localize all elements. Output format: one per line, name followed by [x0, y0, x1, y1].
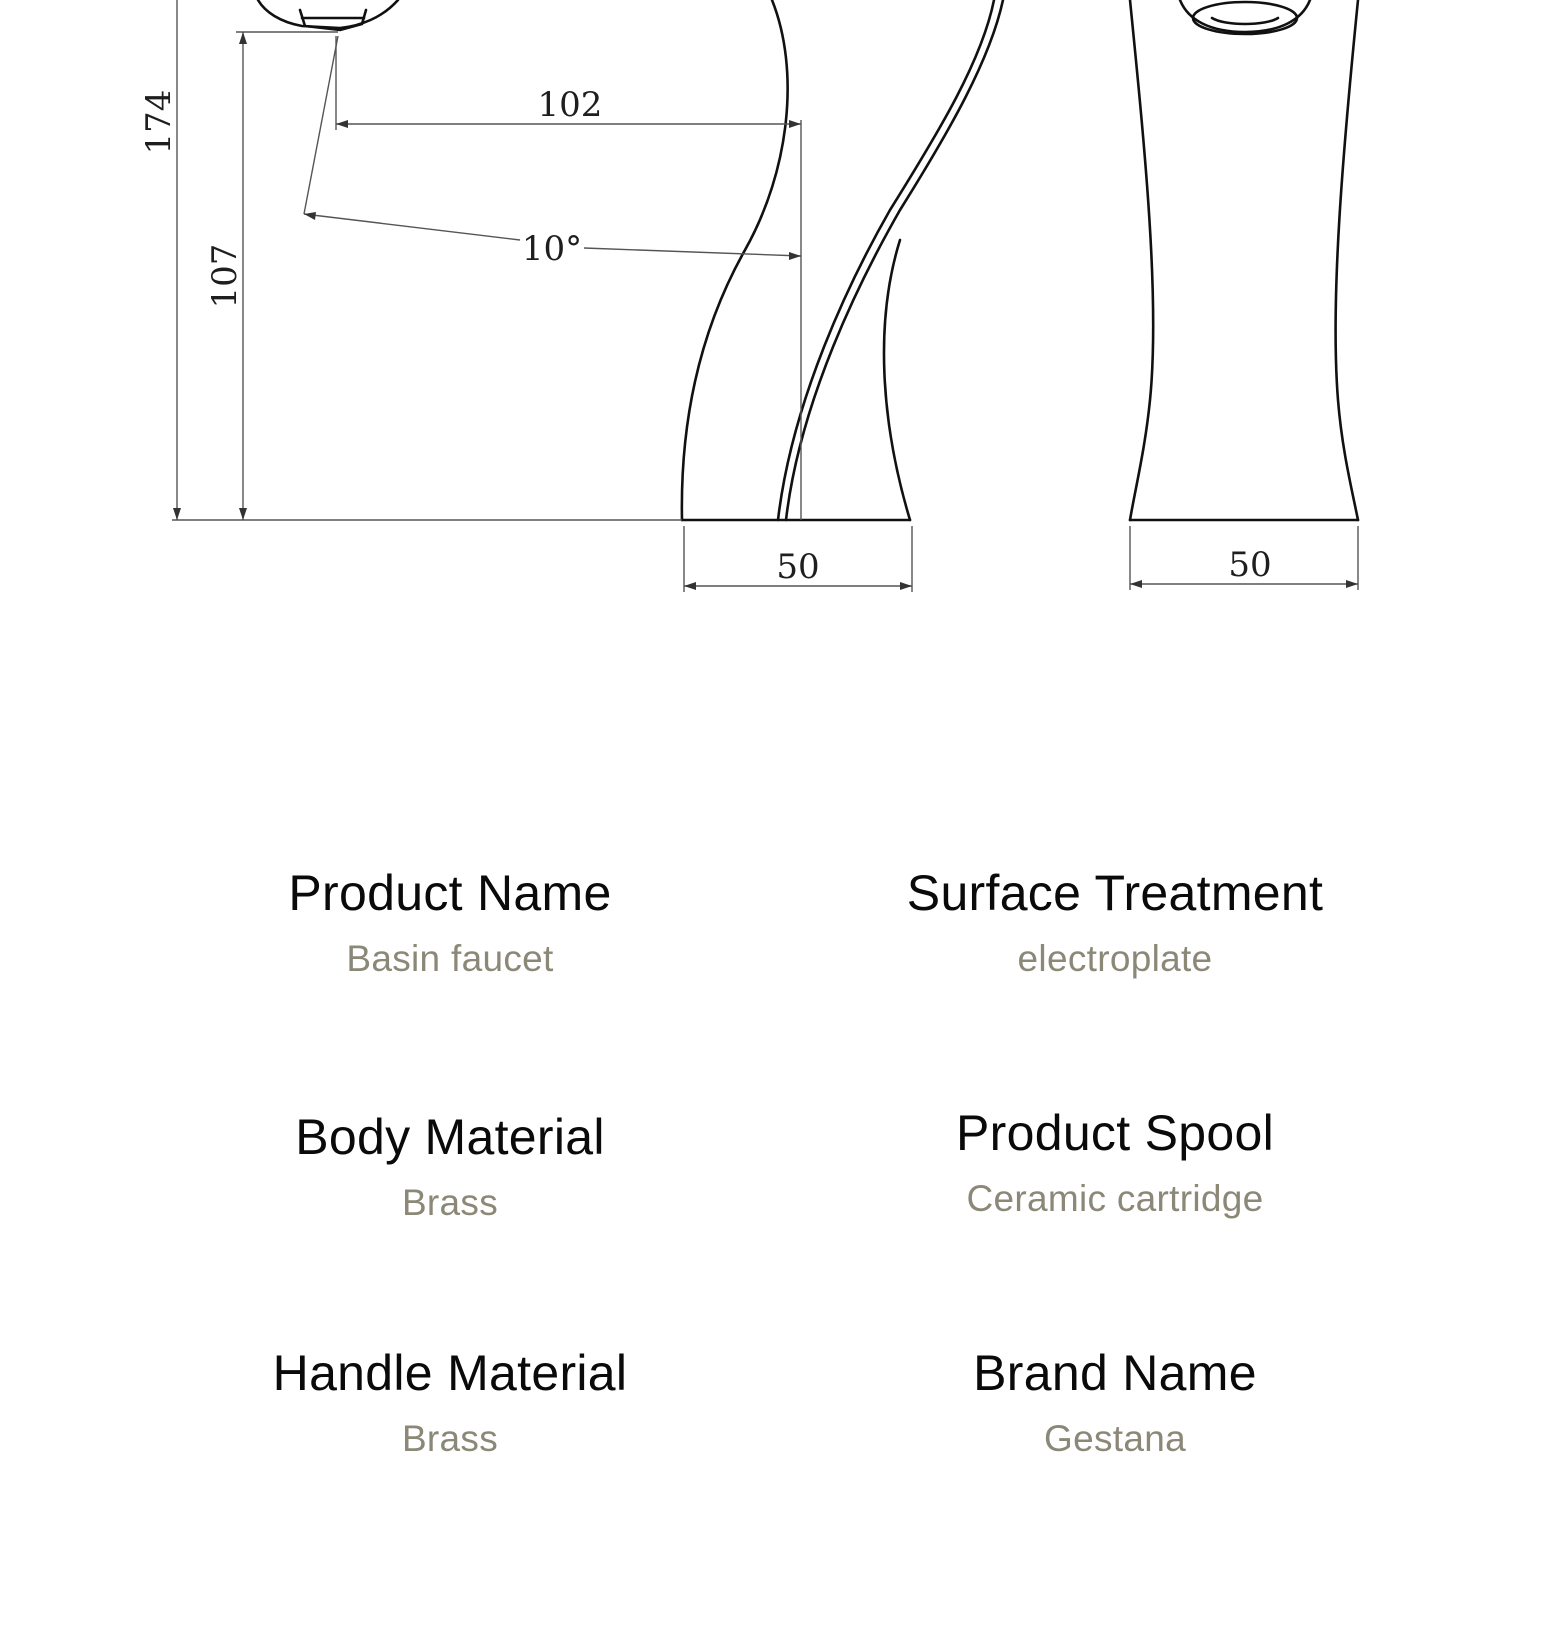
spec-label: Surface Treatment	[906, 865, 1324, 921]
spec-brand-name	[765, 1345, 1465, 1459]
spec-product-spool	[765, 1105, 1465, 1219]
spec-label: Product Name	[288, 865, 612, 921]
dim-spout-reach: 102	[537, 85, 603, 125]
spec-label: Brand Name	[973, 1345, 1257, 1401]
spec-value: Ceramic cartridge	[966, 1178, 1264, 1219]
spec-handle-material	[100, 1345, 800, 1459]
spec-label: Body Material	[295, 1109, 605, 1165]
dim-spout-height: 107	[205, 243, 245, 309]
spec-value: Brass	[401, 1182, 499, 1223]
dim-spout-angle: 10°	[521, 229, 583, 269]
spec-value: Gestana	[1044, 1418, 1186, 1459]
spec-value: Basin faucet	[346, 938, 554, 979]
dim-total-height: 174	[139, 89, 179, 155]
spec-body-material	[100, 1109, 800, 1223]
spec-product-name	[100, 865, 800, 979]
spec-label: Product Spool	[956, 1105, 1274, 1161]
dim-side-base-width: 50	[776, 547, 820, 587]
spec-label: Handle Material	[272, 1345, 628, 1401]
dim-front-base-width: 50	[1228, 545, 1272, 585]
spec-surface-treatment	[765, 865, 1465, 979]
spec-value: Brass	[401, 1418, 499, 1459]
spec-value: electroplate	[1017, 938, 1213, 979]
